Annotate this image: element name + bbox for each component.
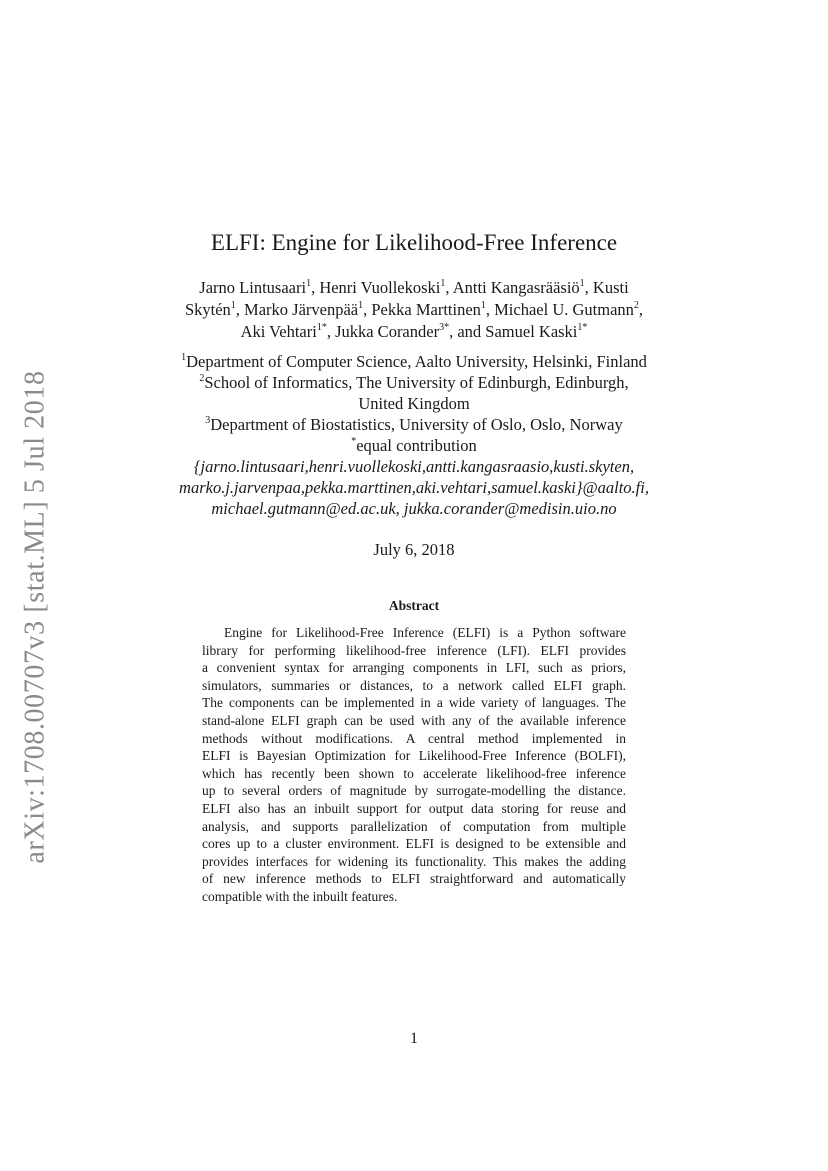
- affiliation-text: Department of Computer Science, Aalto University, Helsinki, Finland: [186, 352, 647, 371]
- affiliation-line: [100, 435, 728, 456]
- abstract-line: of new inference methods to ELFI straightforward and automatically: [202, 871, 626, 887]
- author-separator: , Kusti: [584, 278, 629, 297]
- author-separator: ,: [326, 322, 336, 341]
- author-name: Henri Vuollekoski: [319, 278, 441, 297]
- affiliation-mark: 2: [199, 372, 205, 384]
- author-separator: ,: [311, 278, 320, 297]
- author-name: Aki Vehtari: [240, 322, 317, 341]
- abstract-line: ELFI also has an inbuilt support for output data storing for reuse and: [202, 800, 626, 816]
- abstract-body: [202, 624, 626, 906]
- affiliation-mark: 1: [181, 351, 187, 363]
- author-affiliation-mark: 1: [358, 299, 364, 311]
- author-affiliation-mark: 1: [306, 277, 312, 289]
- author-separator: ,: [363, 300, 372, 319]
- affiliation-line: [100, 351, 728, 372]
- page-number: 1: [410, 1030, 418, 1047]
- abstract-line: which has recently been shown to accelerate likelihood-free inference: [202, 765, 626, 781]
- abstract-line: ELFI is Bayesian Optimization for Likelihood-Free Inference (BOLFI),: [202, 748, 626, 764]
- author-name: Marko Järvenpää: [244, 300, 359, 319]
- abstract-line: methods without modifications. A central method implemented in: [202, 730, 626, 746]
- author-list: [150, 277, 678, 343]
- affiliation-text: School of Informatics, The University of Edinburgh, Edinburgh,: [204, 373, 629, 392]
- author-line: [150, 299, 678, 321]
- author-name: Jarno Lintusaari: [199, 278, 307, 297]
- abstract-line: up to several orders of magnitude by surrogate-modelling the distance.: [202, 783, 626, 799]
- affiliation-mark: *: [351, 435, 357, 447]
- abstract-line: The components can be implemented in a wide variety of languages. The: [202, 695, 626, 711]
- author-affiliation-mark: 1: [480, 299, 486, 311]
- paper-title: ELFI: Engine for Likelihood-Free Inference: [210, 230, 618, 255]
- author-name: Antti Kangasrääsiö: [452, 278, 580, 297]
- abstract-line: stand-alone ELFI graph can be used with any of the available inference: [202, 712, 626, 728]
- author-name: Samuel Kaski: [485, 322, 578, 341]
- author-affiliation-mark: 1*: [577, 321, 588, 333]
- author-affiliation-mark: 1: [440, 277, 446, 289]
- publication-date: July 6, 2018: [373, 540, 455, 559]
- abstract-line: library for performing likelihood-free inference (LFI). ELFI provides: [202, 642, 626, 658]
- author-separator: ,: [445, 278, 453, 297]
- author-affiliation-mark: 3*: [439, 321, 450, 333]
- author-affiliation-mark: 1: [579, 277, 585, 289]
- affiliation-line: [100, 414, 728, 435]
- abstract-line: analysis, and supports parallelization of computation from multiple: [202, 818, 626, 834]
- affiliation-mark: 3: [205, 414, 211, 426]
- author-affiliation-mark: 1: [230, 299, 236, 311]
- affiliations-block: [100, 351, 728, 519]
- abstract-line: compatible with the inbuilt features.: [202, 888, 398, 904]
- affiliation-text: United Kingdom: [358, 394, 470, 413]
- author-affiliation-mark: 1*: [316, 321, 327, 333]
- author-separator: , and: [449, 322, 486, 341]
- email-line: {jarno.lintusaari,henri.vuollekoski,antti.kangasraasio,kusti.skyten,: [193, 457, 635, 476]
- author-name: Skytén: [184, 300, 231, 319]
- author-separator: ,: [235, 300, 245, 319]
- author-affiliation-mark: 2: [633, 299, 639, 311]
- abstract-line: Engine for Likelihood-Free Inference (ELFI) is a Python software: [224, 625, 626, 640]
- email-line: marko.j.jarvenpaa,pekka.marttinen,aki.vehtari,samuel.kaski}@aalto.fi,: [179, 478, 649, 497]
- arxiv-identifier-text: arXiv:1708.00707v3 [stat.ML] 5 Jul 2018: [20, 370, 52, 864]
- abstract-heading: Abstract: [388, 598, 440, 613]
- affiliation-line: [100, 393, 728, 414]
- affiliation-text: Department of Biostatistics, University of Oslo, Oslo, Norway: [210, 415, 623, 434]
- abstract-line: simulators, summaries or distances, to a network called ELFI graph.: [202, 677, 626, 693]
- author-line: [150, 277, 678, 299]
- author-separator: ,: [485, 300, 495, 319]
- author-separator: ,: [638, 300, 644, 319]
- author-line: [150, 321, 678, 343]
- abstract-line: a convenient syntax for arranging components in LFI, such as priors,: [202, 660, 626, 676]
- affiliation-line: [100, 372, 728, 393]
- email-line: michael.gutmann@ed.ac.uk, jukka.corander@medisin.uio.no: [211, 499, 617, 518]
- author-name: Pekka Marttinen: [371, 300, 481, 319]
- affiliation-text: equal contribution: [356, 436, 477, 455]
- arxiv-identifier-stamp: [16, 370, 56, 864]
- abstract-line: cores up to a cluster environment. ELFI is designed to be extensible and: [202, 836, 626, 852]
- author-name: Michael U. Gutmann: [494, 300, 634, 319]
- abstract-line: provides interfaces for widening its functionality. This makes the adding: [202, 853, 626, 869]
- author-name: Jukka Corander: [335, 322, 440, 341]
